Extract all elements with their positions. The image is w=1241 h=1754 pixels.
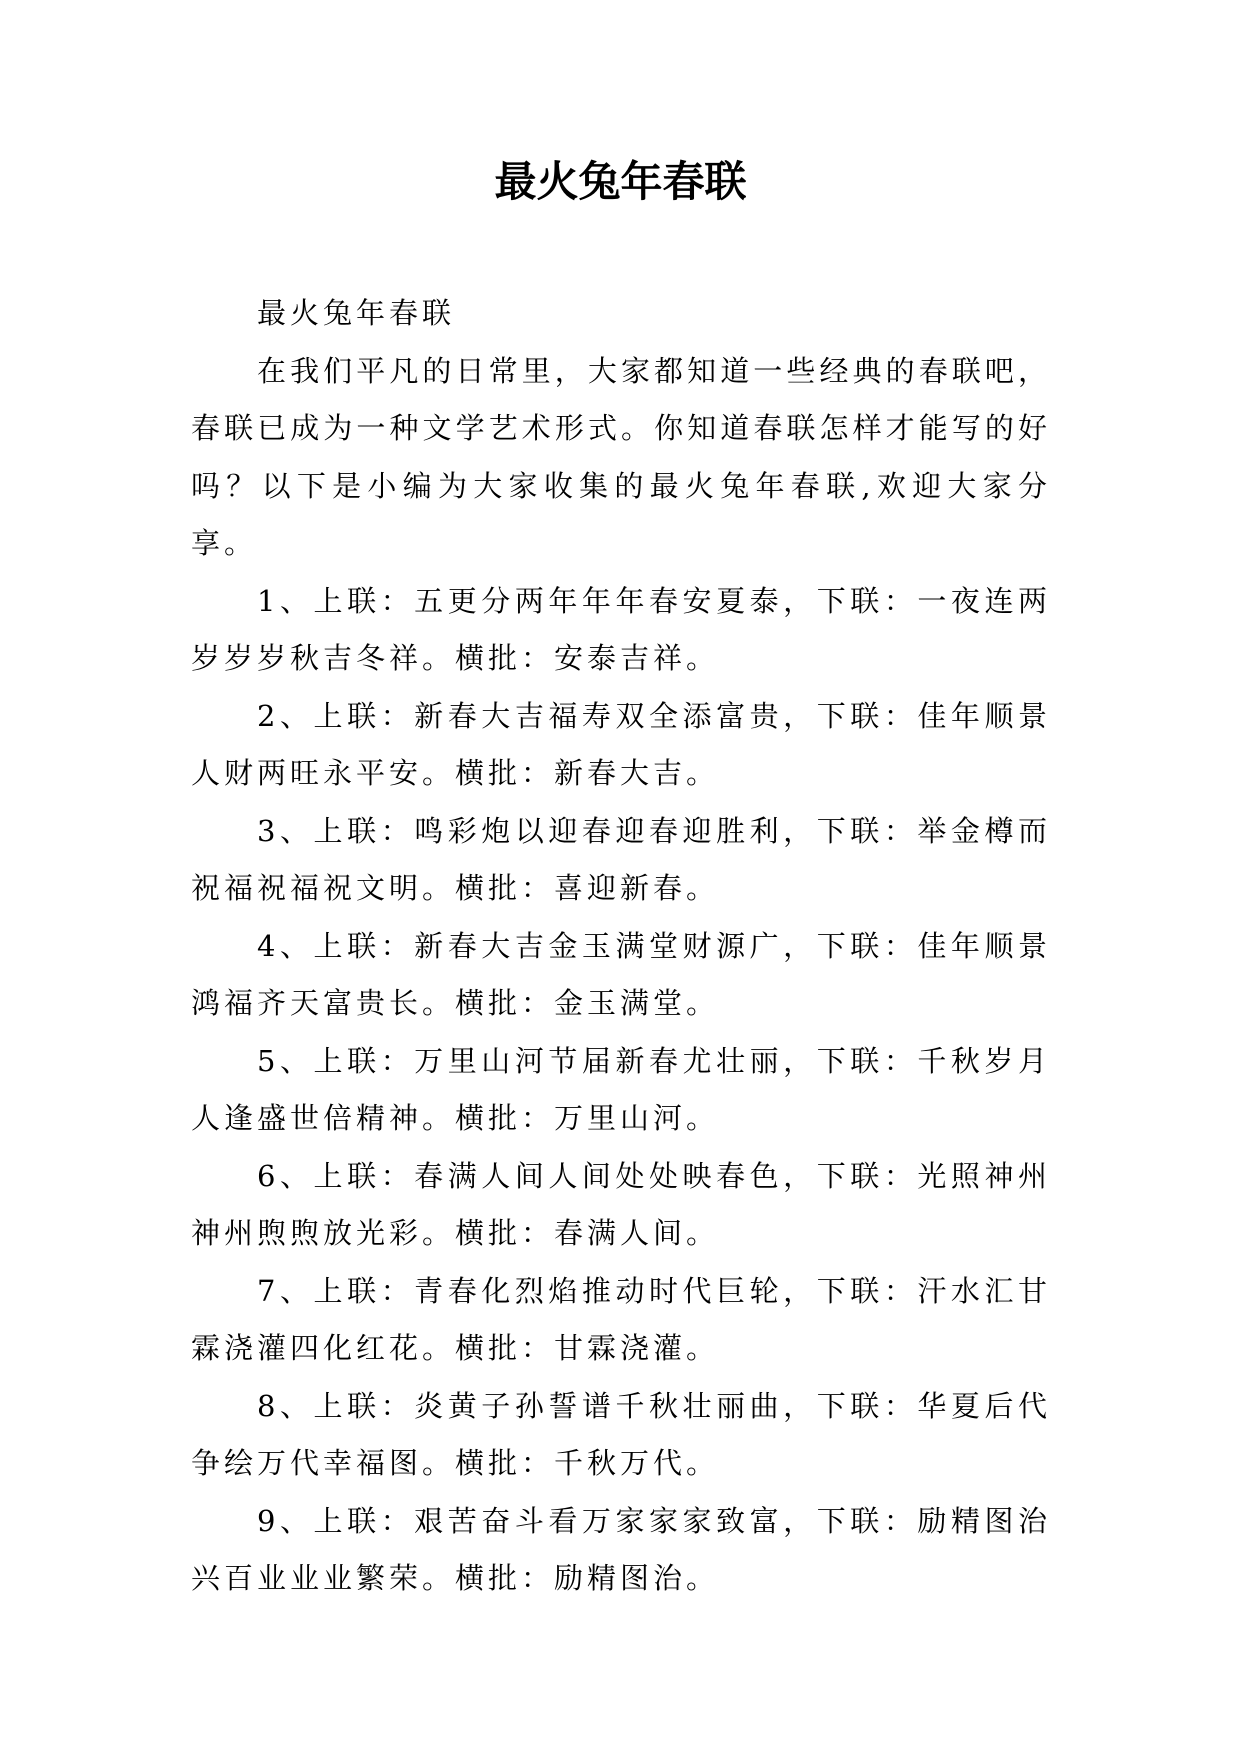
couplet-paragraph-5: 5、上联：万里山河节届新春尤壮丽，下联：千秋岁月人逢盛世倍精神。横批：万里山河。 [191,1043,1051,1135]
intro-paragraph: 在我们平凡的日常里，大家都知道一些经典的春联吧，春联已成为一种文学艺术形式。你知道春联怎样才能写的好吗？以下是小编为大家收集的最火兔年春联,欢迎大家分享。 [191,353,1051,560]
document-title: 最火兔年春联 [494,157,747,206]
couplet-paragraph-9: 9、上联：艰苦奋斗看万家家家致富，下联：励精图治兴百业业业繁荣。横批：励精图治。 [191,1503,1051,1595]
couplet-paragraph-2: 2、上联：新春大吉福寿双全添富贵，下联：佳年顺景人财两旺永平安。横批：新春大吉。 [191,698,1051,790]
couplet-paragraph-6: 6、上联：春满人间人间处处映春色，下联：光照神州神州煦煦放光彩。横批：春满人间。 [191,1158,1051,1250]
body-subtitle: 最火兔年春联 [257,296,456,330]
couplet-paragraph-7: 7、上联：青春化烈焰推动时代巨轮，下联：汗水汇甘霖浇灌四化红花。横批：甘霖浇灌。 [191,1273,1051,1365]
couplet-paragraph-8: 8、上联：炎黄子孙誓谱千秋壮丽曲，下联：华夏后代争绘万代幸福图。横批：千秋万代。 [191,1388,1051,1480]
document-body [191,285,1051,1608]
couplet-paragraph-1: 1、上联：五更分两年年年春安夏泰，下联：一夜连两岁岁岁秋吉冬祥。横批：安泰吉祥。 [191,583,1051,675]
couplet-paragraph-3: 3、上联：鸣彩炮以迎春迎春迎胜利，下联：举金樽而祝福祝福祝文明。横批：喜迎新春。 [191,813,1051,905]
couplet-paragraph-4: 4、上联：新春大吉金玉满堂财源广，下联：佳年顺景鸿福齐天富贵长。横批：金玉满堂。 [191,928,1051,1020]
